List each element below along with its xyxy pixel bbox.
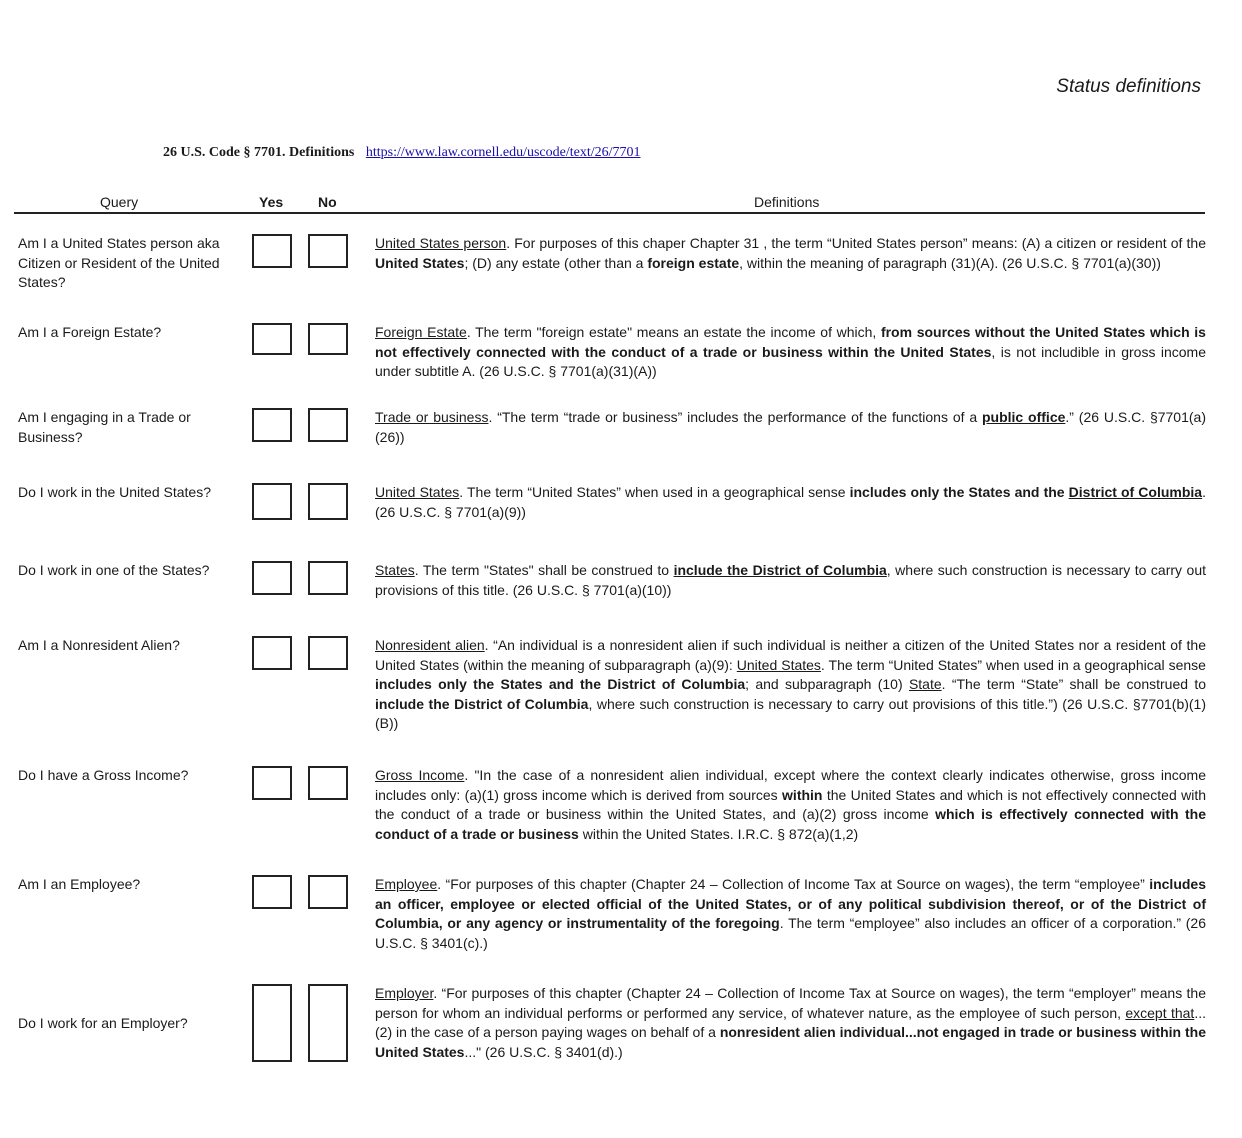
yes-checkbox[interactable] [252, 483, 292, 520]
code-reference [163, 145, 641, 161]
no-checkbox[interactable] [308, 636, 348, 670]
definition-segment: . "In the case of a nonresident alien individual, except where the context clearly indicates otherwise, gross income includes only: (a)(1) gross income which is derived from sources [375, 767, 1206, 803]
no-checkbox[interactable] [308, 984, 348, 1062]
definition-segment: , where such construction is necessary to carry out provisions of this title. (26 U.S.C. § 7701(a)(10)) [375, 562, 1206, 598]
definition-segment: includes only the States and the District of Columbia [375, 676, 746, 692]
definition-text [375, 323, 1206, 382]
query-text: Am I a Foreign Estate? [18, 324, 162, 340]
definition-segment: the United States and which is not effectively connected with the conduct of a trade or business within the United States, and (a)(2) gross income [375, 786, 1206, 822]
no-checkbox[interactable] [308, 561, 348, 595]
definition-segment: , is not includible in gross income under subtitle A. (26 U.S.C. § 7701(a)(31)(A)) [375, 343, 1206, 379]
definition-segment: within [782, 786, 823, 803]
definition-segment: ..." (26 U.S.C. § 3401(d).) [464, 1043, 623, 1060]
yes-checkbox[interactable] [252, 766, 292, 800]
yes-checkbox[interactable] [252, 875, 292, 909]
definition-segment: United States [375, 254, 465, 271]
query-text: Am I a United States person aka Citizen or Resident of the United States? [18, 235, 220, 290]
query-text: Do I work in the United States? [18, 484, 211, 500]
definition-segment: , within the meaning of paragraph (31)(A). (26 U.S.C. § 7701(a)(30)) [739, 254, 1161, 271]
yes-checkbox[interactable] [252, 323, 292, 355]
no-checkbox[interactable] [308, 323, 348, 355]
query-text: Am I a Nonresident Alien? [18, 637, 180, 653]
definition-segment: . The term "States" shall be construed to [414, 562, 674, 578]
definition-segment: within the United States. I.R.C. § 872(a)(1,2) [578, 825, 859, 842]
query-text: Do I work in one of the States? [18, 562, 210, 578]
definition-segment: includes an officer, employee or elected official of the United States, or of any political subdivision thereof, or of the District of Columbia, or any agency or instrumentality of the foregoing [375, 876, 1206, 931]
no-checkbox[interactable] [308, 408, 348, 442]
definition-segment: District of Columbia [1068, 484, 1203, 500]
code-label: 26 U.S. Code § 7701. Definitions [163, 145, 355, 160]
yes-checkbox[interactable] [252, 561, 292, 595]
definition-segment: States [375, 562, 415, 578]
definition-segment: nonresident alien individual...not engaged in trade or business within the United States [375, 1024, 1206, 1060]
definition-segment: except that [1125, 1004, 1195, 1021]
definition-segment: , where such construction is necessary to carry out provisions of this title.”) (26 U.S.C. §7701(b)(1)(B)) [375, 695, 1207, 731]
yes-checkbox[interactable] [252, 408, 292, 442]
page-title: Status definitions [1056, 76, 1201, 97]
definition-text [375, 984, 1206, 1062]
definition-segment: United States [736, 656, 821, 673]
definition-segment: . “For purposes of this chapter (Chapter 24 – Collection of Income Tax at Source on wages), the term “employer” means the person for whom an individual performs or performed any service, of whatever nature, as the employee of such person, [375, 985, 1206, 1021]
query-text: Am I an Employee? [18, 876, 141, 892]
query-text: Do I work for an Employer? [18, 1015, 188, 1031]
definition-segment: ; (D) any estate (other than a [464, 254, 648, 271]
definition-segment: from sources without the United States which is not effectively connected with the conduct of a trade or business within the United States [375, 324, 1206, 360]
header-rule [14, 212, 1205, 214]
definition-segment: . The term “United States” when used in a geographical sense [459, 484, 850, 500]
query-text: Do I have a Gross Income? [18, 767, 189, 783]
definition-segment: Employer [375, 985, 434, 1001]
definition-segment: . “The term “State” shall be construed to [941, 676, 1206, 692]
definition-segment: ...(2) in the case of a person paying wages on behalf of a [375, 1004, 1206, 1040]
definition-segment: public office [981, 409, 1066, 425]
no-checkbox[interactable] [308, 483, 348, 520]
definition-segment: Nonresident alien [375, 637, 485, 653]
definition-text [375, 766, 1206, 844]
definition-segment: ; and subparagraph (10) [745, 676, 909, 692]
column-header-query: Query [100, 194, 139, 210]
definition-segment: Gross Income [375, 767, 465, 783]
definition-text [375, 636, 1206, 734]
code-link[interactable]: https://www.law.cornell.edu/uscode/text/26/7701 [365, 145, 641, 160]
no-checkbox[interactable] [308, 875, 348, 909]
yes-checkbox[interactable] [252, 984, 292, 1062]
definition-text [375, 561, 1206, 600]
definition-text [375, 234, 1206, 273]
definition-segment: . For purposes of this chaper Chapter 31 , the term “United States person” means: (A) a citizen or resident of the [506, 235, 1206, 251]
definition-segment: State [908, 676, 942, 692]
definition-text [375, 408, 1206, 447]
definition-segment: United States [375, 484, 460, 500]
definition-segment: which is effectively connected with the conduct of a trade or business [375, 806, 1206, 842]
yes-checkbox[interactable] [252, 636, 292, 670]
definition-segment: foreign estate [647, 254, 740, 271]
definition-segment: includes only the States and the [849, 484, 1069, 500]
definition-segment: Foreign Estate [375, 324, 467, 340]
definition-text [375, 483, 1206, 522]
yes-checkbox[interactable] [252, 234, 292, 268]
definition-segment: . (26 U.S.C. § 7701(a)(9)) [375, 484, 1206, 520]
column-header-yes: Yes [259, 194, 284, 210]
definition-segment: . The term "foreign estate" means an estate the income of which, [466, 324, 881, 340]
definition-segment: . The term “United States” when used in a geographical sense [820, 656, 1206, 673]
column-header-definitions: Definitions [754, 194, 820, 210]
definition-text [375, 875, 1206, 953]
definition-segment: include the District of Columbia [375, 695, 589, 712]
definition-segment: . The term “employee” also includes an officer of a corporation.” (26 U.S.C. § 3401(c).) [375, 915, 1206, 951]
definition-segment: Employee [375, 876, 438, 892]
no-checkbox[interactable] [308, 234, 348, 268]
definition-segment: United States person [375, 235, 507, 251]
definition-segment: Trade or business [375, 409, 489, 425]
no-checkbox[interactable] [308, 766, 348, 800]
column-header-no: No [318, 194, 337, 210]
definition-segment: .” (26 U.S.C. §7701(a)(26)) [375, 409, 1206, 445]
definition-segment: . “An individual is a nonresident alien if such individual is neither a citizen of the United States nor a resident of the United States (within the meaning of subparagraph (a)(9): [375, 637, 1206, 673]
definition-segment: . “The term “trade or business” includes the performance of the functions of a [488, 409, 982, 425]
definition-segment: . “For purposes of this chapter (Chapter 24 – Collection of Income Tax at Source on wages), the term “employee” [437, 876, 1150, 892]
definition-segment: include the District of Columbia [673, 562, 887, 578]
query-text: Am I engaging in a Trade or Business? [18, 409, 191, 445]
